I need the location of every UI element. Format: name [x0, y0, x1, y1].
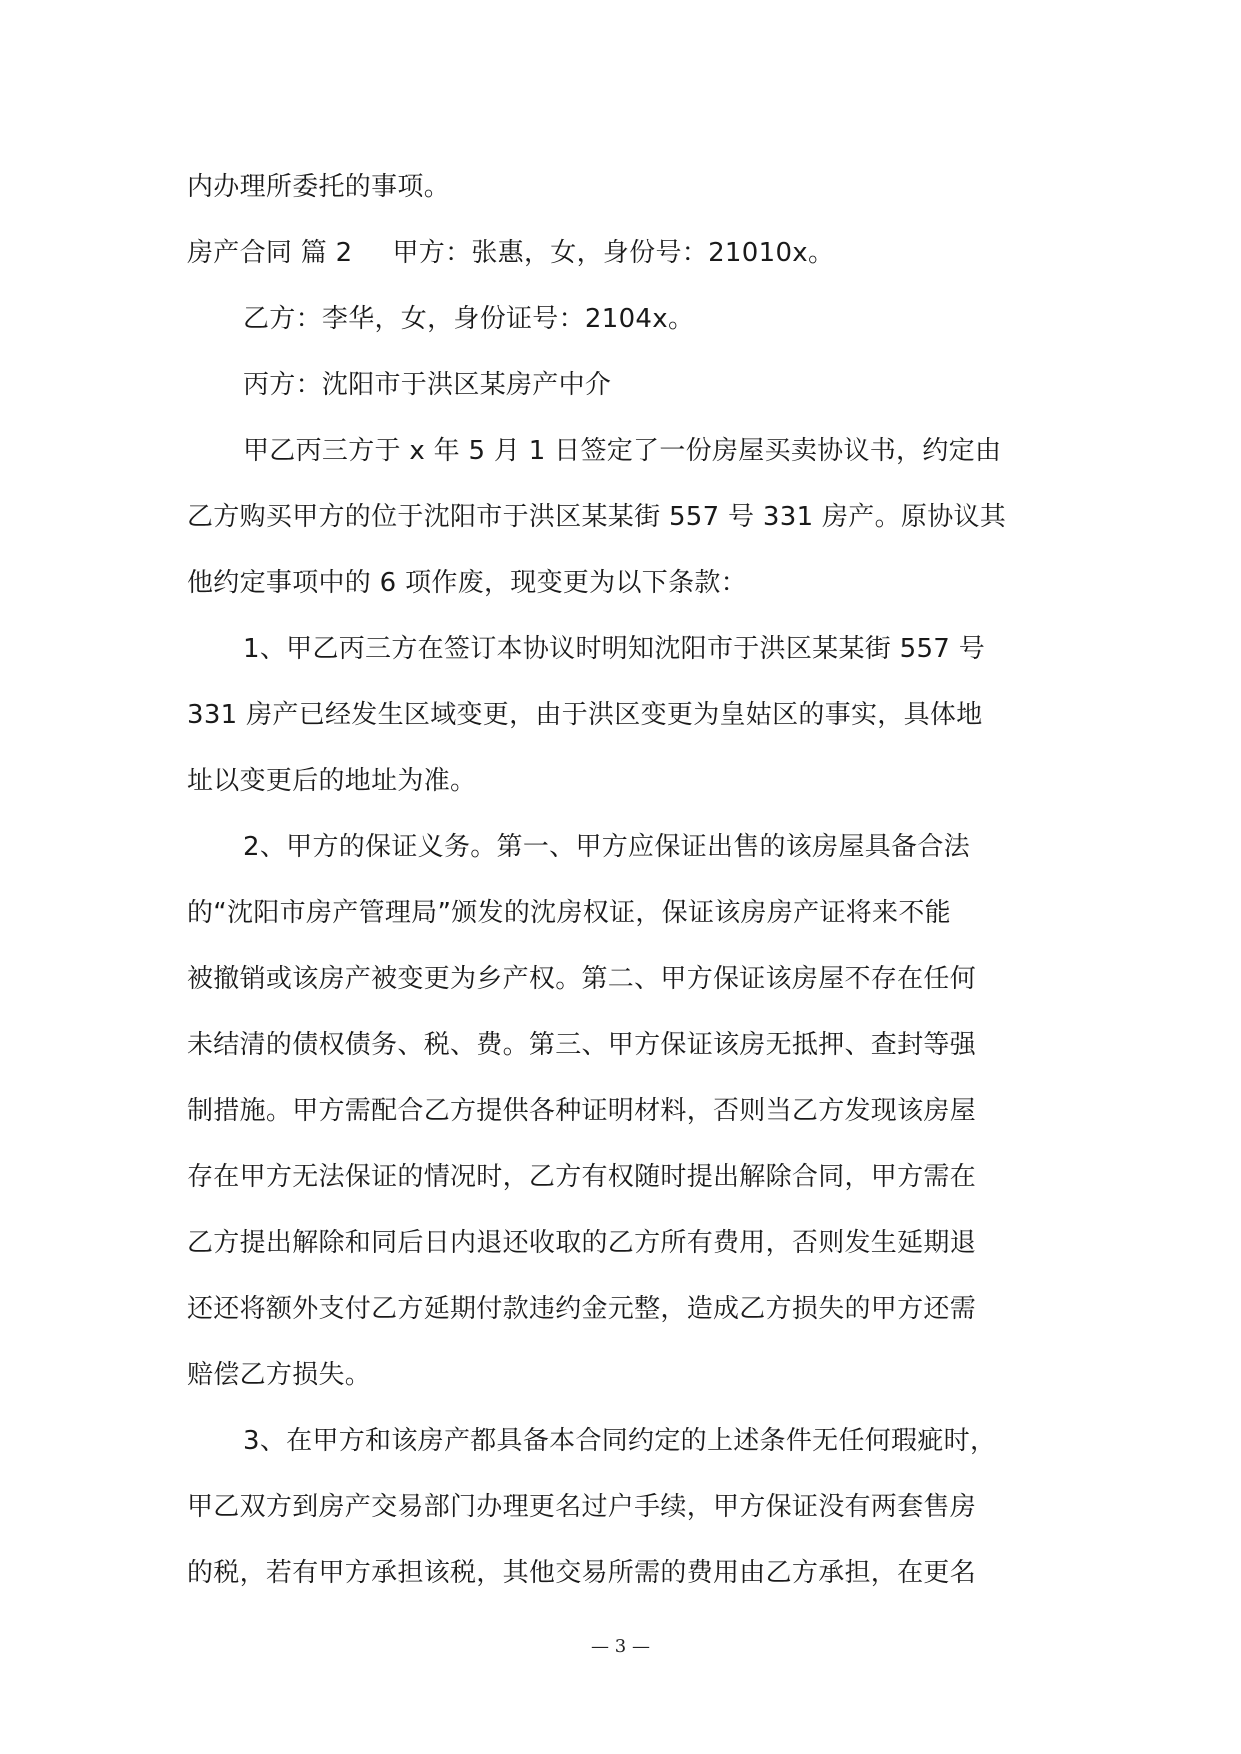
- text-line: 内办理所委托的事项。: [187, 172, 451, 202]
- document-body: [187, 154, 1057, 1606]
- text-line: 乙方提出解除和同后日内退还收取的乙方所有费用，否则发生延期退: [187, 1228, 977, 1258]
- page-number: — 3 —: [591, 1636, 650, 1657]
- text-line: 2、甲方的保证义务。第一、甲方应保证出售的该房屋具备合法: [243, 832, 970, 862]
- text-line: 乙方购买甲方的位于沈阳市于洪区某某街 557 号 331 房产。原协议其: [187, 502, 1007, 532]
- party-a-line: 甲方：张惠，女，身份号：21010x。: [392, 238, 835, 268]
- text-line: 未结清的债权债务、税、费。第三、甲方保证该房无抵押、查封等强: [187, 1030, 977, 1060]
- party-c-line: 丙方：沈阳市于洪区某房产中介: [243, 370, 612, 400]
- section-heading-line: [187, 220, 1057, 286]
- text-line: 赔偿乙方损失。: [187, 1360, 372, 1390]
- text-line: 甲乙丙三方于 x 年 5 月 1 日签定了一份房屋买卖协议书，约定由: [243, 436, 1002, 466]
- text-line: 331 房产已经发生区域变更，由于洪区变更为皇姑区的事实，具体地: [187, 700, 983, 730]
- text-line: 的税，若有甲方承担该税，其他交易所需的费用由乙方承担，在更名: [187, 1558, 977, 1588]
- text-line: 的“沈阳市房产管理局”颁发的沈房权证，保证该房房产证将来不能: [187, 898, 951, 928]
- text-line: 还还将额外支付乙方延期付款违约金元整，造成乙方损失的甲方还需: [187, 1294, 977, 1324]
- section-title: 房产合同 篇 2: [187, 238, 353, 268]
- text-line: 3、在甲方和该房产都具备本合同约定的上述条件无任何瑕疵时，: [243, 1426, 997, 1456]
- party-b-line: 乙方：李华，女，身份证号：2104x。: [243, 304, 695, 334]
- text-line: 制措施。甲方需配合乙方提供各种证明材料，否则当乙方发现该房屋: [187, 1096, 977, 1126]
- text-line: 址以变更后的地址为准。: [187, 766, 477, 796]
- text-line: 甲乙双方到房产交易部门办理更名过户手续，甲方保证没有两套售房: [187, 1492, 977, 1522]
- text-line: 存在甲方无法保证的情况时，乙方有权随时提出解除合同，甲方需在: [187, 1162, 977, 1192]
- text-line: 他约定事项中的 6 项作废，现变更为以下条款：: [187, 568, 747, 598]
- text-line: 1、甲乙丙三方在签订本协议时明知沈阳市于洪区某某街 557 号: [243, 634, 985, 664]
- text-line: 被撤销或该房产被变更为乡产权。第二、甲方保证该房屋不存在任何: [187, 964, 977, 994]
